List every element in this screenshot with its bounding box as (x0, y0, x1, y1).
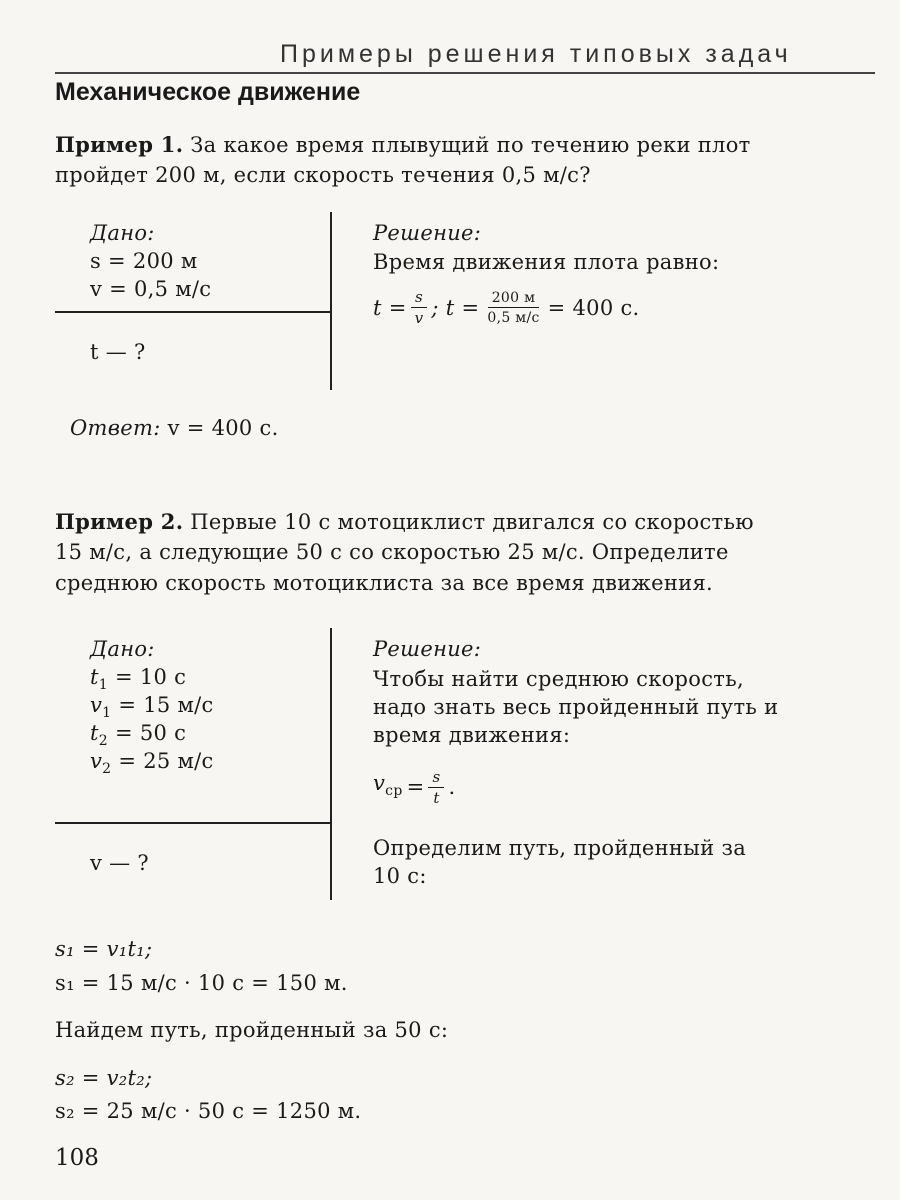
example1-solution-line: Время движения плота равно: (373, 250, 720, 274)
s2-calculation: s₂ = 25 м/с · 50 с = 1250 м. (55, 1099, 362, 1123)
find-path-50: Найдем путь, пройденный за 50 с: (55, 1018, 449, 1042)
example2-given-v2: $v_2 = 25$ м/с (90, 749, 214, 778)
example2-solution-label: Решение: (373, 637, 482, 661)
example2-divider-vertical (330, 628, 332, 900)
example2-problem-line3: среднюю скорость мотоциклиста за все время движения. (55, 571, 713, 595)
example2-divider-horizontal (55, 822, 332, 824)
example1-given-distance: s = 200 м (90, 249, 198, 273)
fraction-200-over-05: $\frac{200 м}{0,5 м/с}$ (487, 290, 540, 326)
example2-solution-line3: время движения: (373, 723, 571, 747)
example2-given-t1: $t_1 = 10$ с (90, 665, 187, 694)
running-head: Примеры решения типовых задач (280, 40, 792, 68)
example1-given-speed: v = 0,5 м/с (90, 277, 212, 301)
example2-label: Пример 2. (55, 509, 184, 534)
example1-find: t — ? (90, 340, 146, 364)
s1-calculation: s₁ = 15 м/с · 10 с = 150 м. (55, 971, 348, 995)
example2-given-label: Дано: (90, 637, 155, 661)
example1-divider-vertical (330, 212, 332, 390)
fraction-s-over-t: $\frac{s}{t}$ (428, 770, 444, 806)
example2-problem-line1: Пример 2. Первые 10 с мотоциклист двигался со скоростью (55, 509, 754, 534)
fraction-s-over-v: $\frac{s}{v}$ (411, 290, 428, 326)
example1-label: Пример 1. (55, 132, 184, 157)
example2-problem-line2: 15 м/с, а следующие 50 с со скоростью 25 м/с. Определите (55, 540, 729, 564)
example2-find: v — ? (90, 851, 149, 875)
example1-given-label: Дано: (90, 221, 155, 245)
example1-solution-label: Решение: (373, 221, 482, 245)
s2-formula: s₂ = v₂t₂; (55, 1066, 153, 1090)
header-rule (55, 72, 875, 74)
example2-path-line1: Определим путь, пройденный за (373, 836, 747, 860)
example2-vcp-formula: $v_{ср}$ = $\frac{s}{t}$ . (373, 767, 456, 807)
section-title: Механическое движение (55, 78, 361, 106)
example1-divider-horizontal (55, 311, 332, 313)
page-number: 108 (55, 1145, 99, 1171)
example1-problem-line2: пройдет 200 м, если скорость течения 0,5 м/с? (55, 163, 591, 187)
example2-given-t2: $t_2 = 50$ с (90, 721, 187, 750)
example2-path-line2: 10 с: (373, 864, 427, 888)
example2-solution-line2: надо знать весь пройденный путь и (373, 695, 779, 719)
s1-formula: s₁ = v₁t₁; (55, 937, 153, 961)
example1-formula: t = $\frac{s}{v}$ ; t = $\frac{200 м}{0,5 м/с}$ = 400 с. (373, 288, 640, 327)
example2-solution-line1: Чтобы найти среднюю скорость, (373, 667, 744, 691)
example2-given-v1: $v_1 = 15$ м/с (90, 693, 214, 722)
example1-answer: Ответ: v = 400 с. (70, 416, 279, 440)
example1-problem-line1: Пример 1. За какое время плывущий по течению реки плот (55, 132, 751, 157)
